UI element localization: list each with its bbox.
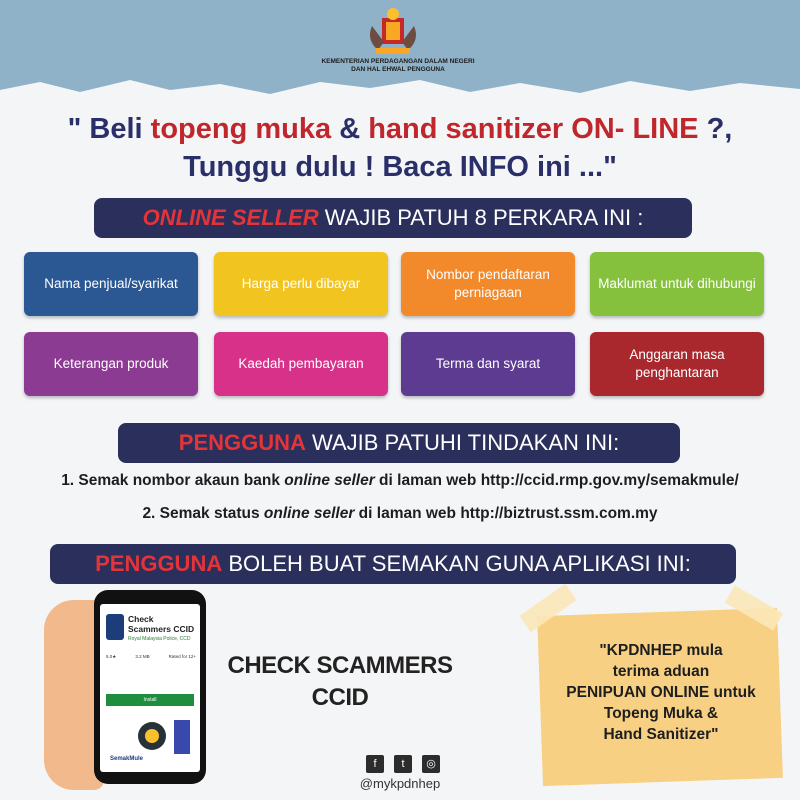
police-badge-icon	[110, 716, 190, 756]
app-stats: 5.0★ 3.2 MB Rated for 12+	[106, 654, 196, 659]
twitter-icon[interactable]: t	[394, 755, 412, 773]
app-title: Check Scammers CCID	[128, 614, 195, 634]
instagram-icon[interactable]: ◎	[422, 755, 440, 773]
requirement-card: Harga perlu dibayar	[214, 252, 388, 316]
app-caption: CHECK SCAMMERS CCID	[227, 652, 453, 711]
ministry-name: KEMENTERIAN PERDAGANGAN DALAM NEGERI DAN HAL EHWAL PENGGUNA	[321, 58, 475, 73]
section-pengguna-aplikasi-banner: PENGGUNA BOLEH BUAT SEMAKAN GUNA APLIKASI INI:	[50, 544, 736, 584]
requirement-card: Maklumat untuk dihubungi	[590, 252, 764, 316]
install-button[interactable]: Install	[106, 694, 194, 706]
requirement-card: Nama penjual/syarikat	[24, 252, 198, 316]
government-crest-icon	[362, 6, 424, 58]
ccid-app-icon	[106, 614, 124, 640]
facebook-icon[interactable]: f	[366, 755, 384, 773]
requirement-card: Keterangan produk	[24, 332, 198, 396]
headline: " Beli topeng muka & hand sanitizer ON- LINE ?, Tunggu dulu ! Baca INFO ini ..."	[67, 113, 733, 183]
semakmule-logo: SemakMule	[110, 756, 144, 762]
sticky-note-text: "KPDNHEP mula terima aduan PENIPUAN ONLINE untuk Topeng Muka & Hand Sanitizer"	[566, 642, 756, 743]
section-online-seller-banner: ONLINE SELLER WAJIB PATUH 8 PERKARA INI :	[94, 198, 692, 238]
requirement-card: Terma dan syarat	[401, 332, 575, 396]
requirement-card: Nombor pendaftaran perniagaan	[401, 252, 575, 316]
requirement-card: Kaedah pembayaran	[214, 332, 388, 396]
phone-mockup	[94, 590, 206, 784]
step-1-text: 1. Semak nombor akaun bank online seller di laman web http://ccid.rmp.gov.my/semakmule/	[61, 472, 739, 489]
app-store-screen	[100, 604, 200, 772]
app-publisher: Royal Malaysia Police, CCD	[128, 636, 191, 642]
step-2-text: 2. Semak status online seller di laman web http://biztrust.ssm.com.my	[142, 505, 658, 522]
requirement-card: Anggaran masa penghantaran	[590, 332, 764, 396]
social-icons	[366, 755, 440, 775]
social-handle: @mykpdnhep	[359, 776, 441, 791]
section-pengguna-wajib-banner: PENGGUNA WAJIB PATUHI TINDAKAN INI:	[118, 423, 680, 463]
